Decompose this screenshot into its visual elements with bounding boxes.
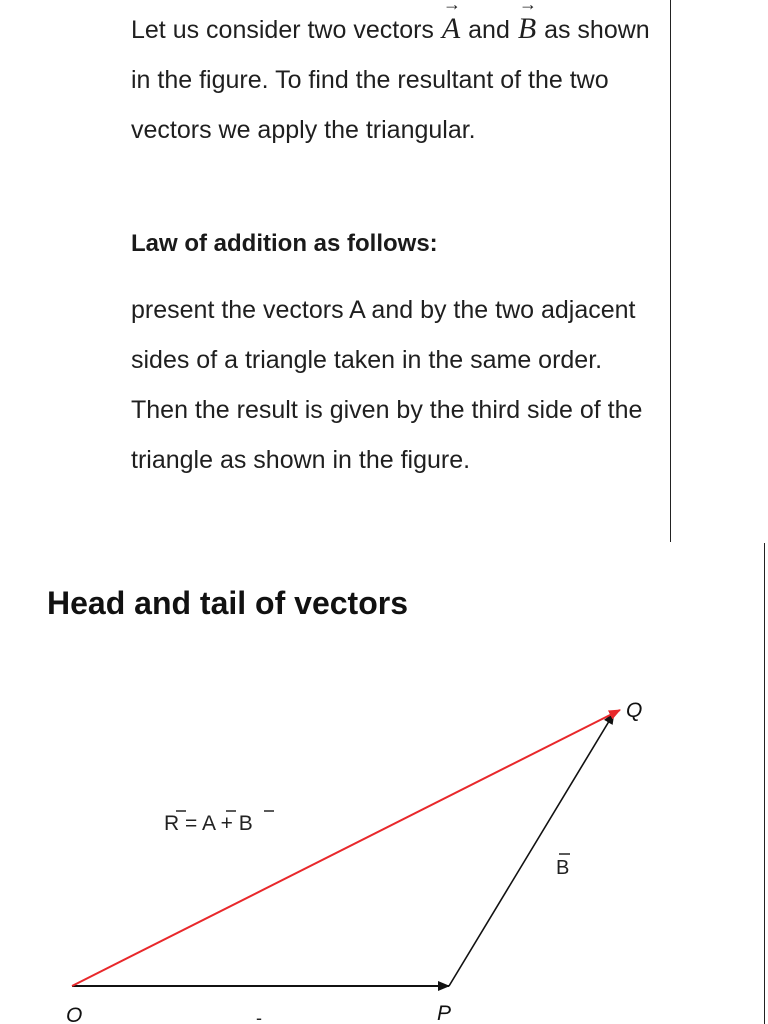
- point-q-label: Q: [626, 699, 643, 722]
- intro-text-start: Let us consider two vectors: [131, 16, 441, 44]
- point-p-label: P: [437, 1002, 452, 1024]
- vector-arrow-icon: →: [443, 0, 462, 14]
- vector-arrow-icon: →: [518, 0, 537, 14]
- side-a-bar-icon: -: [256, 1008, 262, 1024]
- intro-text-middle: and: [461, 16, 517, 44]
- equation-equals: =: [179, 812, 202, 835]
- equation-b: B: [238, 812, 253, 835]
- intro-text-end: as shown in the figure. To find the resultant of the two vectors we apply the triangular.: [131, 16, 650, 144]
- vector-b-symbol: [517, 0, 537, 54]
- vector-a-letter: A: [441, 12, 461, 45]
- law-paragraph: present the vectors A and by the two adjacent sides of a triangle taken in the same order. Then the result is given by the third side of the triangle as shown in the figure.: [131, 296, 643, 474]
- vector-a-symbol: [441, 0, 462, 54]
- figure-card: [0, 543, 765, 1024]
- law-subheading: Law of addition as follows:: [131, 230, 438, 257]
- intro-paragraph: [131, 0, 661, 155]
- resultant-vector-arrow: [72, 710, 620, 986]
- text-card: [0, 0, 671, 542]
- equation-plus: +: [214, 812, 239, 835]
- vector-b-letter: B: [517, 12, 537, 45]
- vector-triangle-diagram: [0, 543, 764, 1024]
- section-heading: Head and tail of vectors: [47, 585, 408, 621]
- side-b-label: B: [556, 857, 570, 879]
- point-o-label: O: [66, 1004, 83, 1024]
- equation-a: A: [201, 812, 215, 835]
- resultant-equation: [164, 812, 253, 835]
- equation-r: R: [164, 812, 180, 835]
